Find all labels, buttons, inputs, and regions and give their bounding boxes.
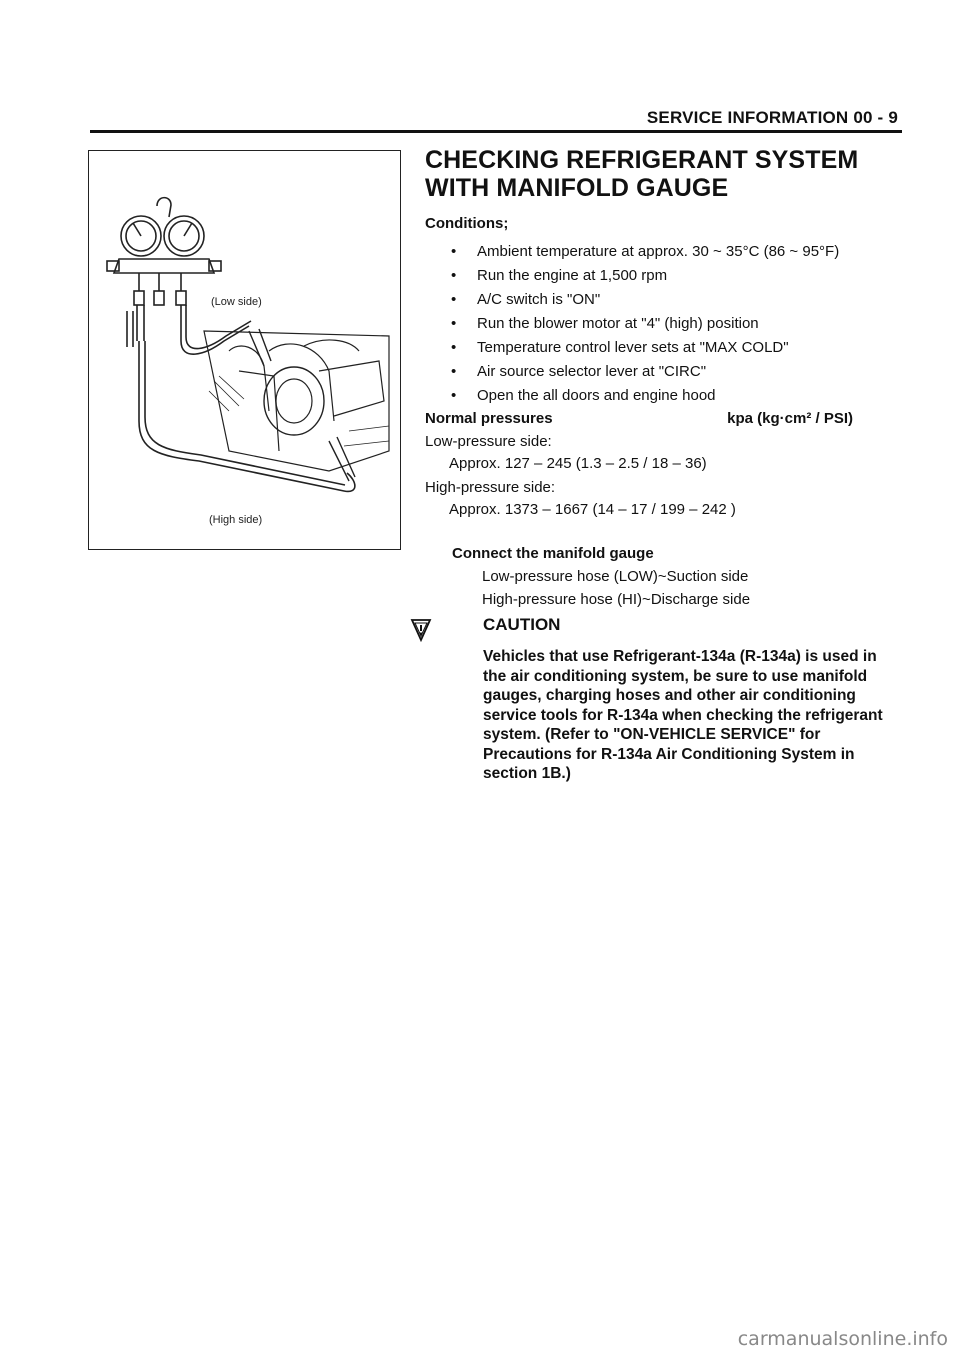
low-pressure-label: Low-pressure side: <box>425 433 552 450</box>
low-pressure-value: Approx. 127 – 245 (1.3 – 2.5 / 18 – 36) <box>449 455 707 472</box>
manifold-gauge-drawing <box>89 151 401 550</box>
caution-warning-icon <box>410 618 432 642</box>
section-content <box>425 146 905 519</box>
low-hose-text: Low-pressure hose (LOW)~Suction side <box>482 568 749 585</box>
list-item: • Air source selector lever at "CIRC" <box>451 362 905 381</box>
list-item: • Run the blower motor at "4" (high) position <box>451 314 905 333</box>
high-hose-text: High-pressure hose (HI)~Discharge side <box>482 591 751 608</box>
watermark-text: carmanualsonline.info <box>737 1328 948 1350</box>
section-title <box>425 146 905 202</box>
section-title-line1: CHECKING REFRIGERANT SYSTEM <box>425 146 859 174</box>
connect-gauge-section <box>452 545 912 608</box>
list-item: • Open the all doors and engine hood <box>451 386 905 405</box>
pressure-units: kpa (kg·cm² / PSI) <box>727 410 853 427</box>
high-side-label: (High side) <box>209 514 263 526</box>
high-pressure-label: High-pressure side: <box>425 479 556 496</box>
conditions-list <box>425 242 905 405</box>
normal-pressures-heading <box>425 410 853 427</box>
list-item: • Run the engine at 1,500 rpm <box>451 266 905 285</box>
conditions-label: Conditions; <box>425 215 509 232</box>
list-item: • Temperature control lever sets at "MAX COLD" <box>451 338 905 357</box>
header-rule <box>90 130 902 133</box>
section-title-line2: WITH MANIFOLD GAUGE <box>425 174 729 202</box>
list-item: • A/C switch is "ON" <box>451 290 905 309</box>
list-item: • Ambient temperature at approx. 30 ~ 35°C (86 ~ 95°F) <box>451 242 905 261</box>
connect-gauge-label: Connect the manifold gauge <box>452 545 654 562</box>
caution-label: CAUTION <box>483 615 561 634</box>
manifold-gauge-illustration <box>88 150 401 550</box>
high-pressure-value: Approx. 1373 – 1667 (14 – 17 / 199 – 242 ) <box>449 501 736 518</box>
caution-text: Vehicles that use Refrigerant-134a (R-134a) is used in the air conditioning system, be sure to use manifold gauges, charging hoses and other air conditioning service tools for R-134a when checking the refrigerant system. (Refer to "ON-VEHICLE SERVICE" for Precautions for R-134a Air Conditioning System in section 1B.) <box>483 648 883 782</box>
page-header: SERVICE INFORMATION 00 - 9 <box>646 108 898 127</box>
normal-pressures-label: Normal pressures <box>425 410 553 427</box>
low-side-label: (Low side) <box>211 296 262 308</box>
